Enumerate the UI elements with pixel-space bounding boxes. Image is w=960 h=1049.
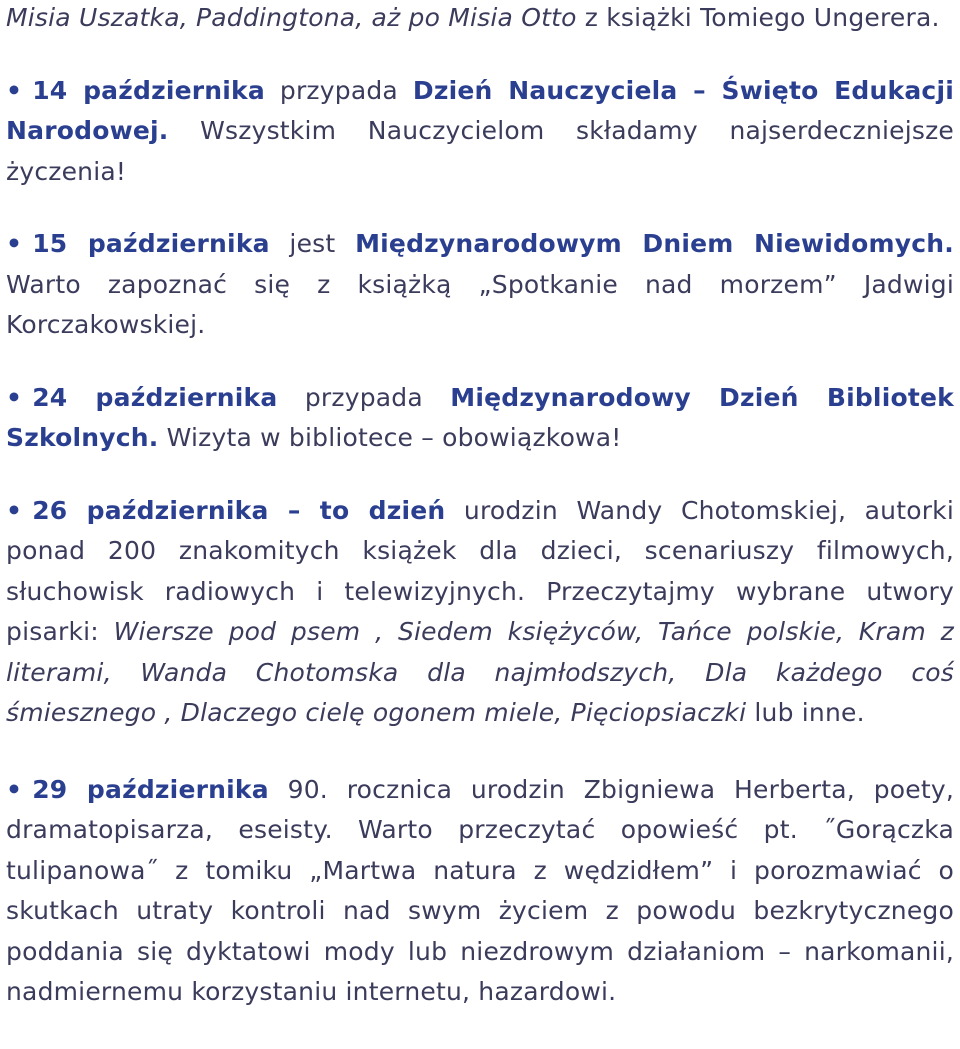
paragraph-text: urodzin Wandy Chotomskiej, autorki ponad 200 znakomitych książek dla dzieci, scenariuszy filmowych, słuchowisk radiowych i telewizyjnych. Przeczytajmy wybrane utwory pisarki: <box>6 495 954 646</box>
bullet-icon: • <box>6 495 23 525</box>
intro-italic-text: Misia Uszatka, Paddingtona, aż po Misia Otto <box>6 3 577 32</box>
event-name: Międzynarodowy Dzień Bibliotek Szkolnych. <box>6 382 954 452</box>
bullet-icon: • <box>6 382 23 412</box>
paragraph-oct-26 <box>6 491 954 734</box>
paragraph-text: przypada <box>264 75 413 105</box>
paragraph-oct-29 <box>6 770 954 1013</box>
intro-paragraph <box>6 0 954 39</box>
bullet-icon: • <box>6 229 23 258</box>
date-oct-15: 15 października <box>32 229 270 258</box>
spacer <box>6 192 954 224</box>
paragraph-text: Warto zapoznać się z książką „Spotkanie nad morzem” Jadwigi Korczakowskiej. <box>6 269 954 339</box>
spacer <box>6 459 954 491</box>
event-name: Dzień Nauczyciela – Święto Edukacji Narodowej. <box>6 75 954 145</box>
works-list: Wiersze pod psem , Siedem księżyców, Tańce polskie, Kram z literami, Wanda Chotomska dla najmłodszych, Dla każdego coś śmiesznego , Dlaczego cielę ogonem miele, Pięciopsiaczki <box>6 617 954 727</box>
event-name: Międzynarodowym Dniem Niewidomych. <box>355 229 954 258</box>
date-oct-14: 14 października <box>32 75 265 105</box>
paragraph-text: przypada <box>277 382 451 412</box>
paragraph-text: Wszystkim Nauczycielom składamy najserdeczniejsze życzenia! <box>6 116 954 186</box>
paragraph-text: jest <box>269 229 356 258</box>
paragraph-oct-14 <box>6 71 954 193</box>
paragraph-text: lub inne. <box>746 698 865 727</box>
intro-text: z książki Tomiego Ungerera. <box>576 3 940 32</box>
date-oct-29: 29 października <box>32 774 269 804</box>
paragraph-oct-15 <box>6 224 954 346</box>
bullet-icon: • <box>6 774 23 804</box>
paragraph-oct-24 <box>6 378 954 459</box>
spacer <box>6 39 954 71</box>
paragraph-text: 90. rocznica urodzin Zbigniewa Herberta, poety, dramatopisarza, eseisty. Warto przeczytać opowieść pt. ˝Gorączka tulipanowa˝ z tomiku „Martwa natura z wędzidłem” i porozmawiać o skutkach utraty kontroli nad swym życiem z powodu bezkrytycznego poddania się dyktatowi mody lub niezdrowym działaniom – narkomanii, nadmiernemu korzystaniu internetu, hazardowi. <box>6 774 954 1006</box>
bullet-icon: • <box>6 75 23 105</box>
spacer <box>6 734 954 770</box>
date-oct-26: 26 października – to dzień <box>32 495 446 525</box>
date-oct-24: 24 października <box>32 382 278 412</box>
paragraph-text: Wizyta w bibliotece – obowiązkowa! <box>158 423 622 452</box>
spacer <box>6 346 954 378</box>
